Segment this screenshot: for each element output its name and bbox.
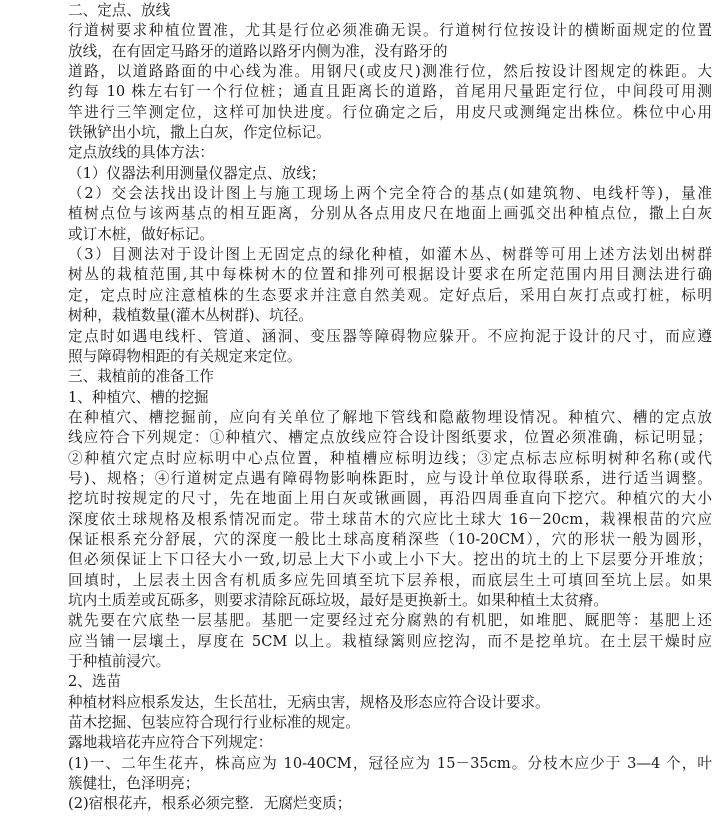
text-line: （1）仪器法利用测量仪器定点、放线； xyxy=(68,164,326,182)
text-line: 挖坑时按规定的尺寸，先在地面上用白灰或锹画圆，再沿四周垂直向下挖穴。种植穴的大小 xyxy=(68,490,712,508)
text-line: 于种植前浸穴。 xyxy=(68,653,171,670)
text-line: 苗木挖掘、包装应符合现行行业标准的规定。 xyxy=(68,714,360,732)
text-line: 定，定点时应注意植株的生态要求并注意自然美观。定好点后，采用白灰打点或打桩，标明 xyxy=(68,286,712,304)
text-line: 号)、规格；④行道树定点遇有障碍物影响株距时，应与设计单位取得联系，进行适当调整。 xyxy=(68,469,712,487)
text-line: 或订木桩，做好标记。 xyxy=(68,225,214,243)
text-line: （2）交会法找出设计图上与施工现场上两个完全符合的基点(如建筑物、电线杆等)，量准 xyxy=(68,185,712,203)
text-line: 定点时如遇电线杆、管道、涵洞、变压器等障碍物应躲开。不应拘泥于设计的尺寸，而应遵 xyxy=(68,327,712,345)
text-line: 应当铺一层壤土，厚度在 5CM 以上。栽植绿篱则应挖沟，而不是挖单坑。在土层干燥时应 xyxy=(68,632,712,650)
text-line: 铁锹铲出小坑，撒上白灰，作定位标记。 xyxy=(68,124,331,142)
text-line: 树丛的栽植范围,其中每株树木的位置和排列可根据设计要求在所定范围内用目测法进行确 xyxy=(68,266,712,284)
text-line: 簇健壮，色泽明亮； xyxy=(68,775,200,793)
text-line: 在种植穴、槽挖掘前，应向有关单位了解地下管线和隐蔽物埋设情况。种植穴、槽的定点放 xyxy=(68,408,712,426)
text-line: 保证根系充分舒展，穴的深度一般比土球高度稍深些（10-20CM），穴的形状一般为圆形， xyxy=(68,530,712,548)
text-line: 2、选苗 xyxy=(68,673,122,691)
text-line: 二、定点、放线 xyxy=(68,2,171,19)
text-line: 放线，在有固定马路牙的道路以路牙内侧为准，没有路牙的 xyxy=(68,42,448,60)
text-line: 照与障碍物相距的有关规定来定位。 xyxy=(68,347,302,365)
text-line: 约每 10 株左右钉一个行位桩；通直且距离长的道路，首尾用尺量距定行位，中间段可用测 xyxy=(68,83,712,101)
text-line: 竿进行三竿测定位，这样可加快进度。行位确定之后，用皮尺或测绳定出株位。株位中心用 xyxy=(68,103,712,121)
text-line: 道路，以道路路面的中心线为准。用钢尺(或皮尺)测准行位，然后按设计图规定的株距。大 xyxy=(68,63,712,81)
text-line: 露地栽培花卉应符合下列规定： xyxy=(68,734,273,752)
text-line: 行道树要求种植位置准，尤其是行位必须准确无误。行道树行位按设计的横断面规定的位置 xyxy=(68,22,712,40)
text-line: 定点放线的具体方法： xyxy=(68,144,214,162)
text-line: 植树点位与该两基点的相互距离，分别从各点用皮尺在地面上画弧交出种植点位，撒上白灰 xyxy=(68,205,712,223)
text-line: (1)一、二年生花卉，株高应为 10-40CM，冠径应为 15－35cm。分枝木应少于 3—4 个，叶 xyxy=(68,754,712,772)
text-line: 线应符合下列规定：①种植穴、槽定点放线应符合设计图纸要求，位置必须准确，标记明显； xyxy=(68,429,712,447)
text-line: （3）目测法对于设计图上无固定点的绿化种植，如灌木丛、树群等可用上述方法划出树群 xyxy=(68,246,712,264)
text-line: 就先要在穴底垫一层基肥。基肥一定要经过充分腐熟的有机肥，如堆肥、厩肥等：基肥上还 xyxy=(68,612,712,630)
text-line: 树种，栽植数量(灌木丛树群)、坑径。 xyxy=(68,307,313,325)
text-line: 种植材料应根系发达，生长茁壮，无病虫害，规格及形态应符合设计要求。 xyxy=(68,693,550,711)
text-line: 1、种植穴、槽的挖掘 xyxy=(68,388,209,406)
text-line: 三、栽植前的准备工作 xyxy=(68,368,214,386)
text-line: 但必须保证上下口径大小一致,切忌上大下小或上小下大。挖出的坑土的上下层要分开堆放； xyxy=(68,551,712,569)
text-line: ②种植穴定点时应标明中心点位置，种植槽应标明边线；③定点标志应标明树种名称(或代 xyxy=(68,449,712,467)
text-line: 回填时，上层表土因含有机质多应先回填至坑下层养根，而底层生土可填回至坑上层。如果 xyxy=(68,571,712,589)
text-line: (2)宿根花卉，根系必须完整．无腐烂变质； xyxy=(68,795,352,813)
text-line: 坑内土质差或瓦砾多，则要求清除瓦砾垃圾，最好是更换新土。如果种植土太贫瘠。 xyxy=(68,591,608,609)
text-line: 深度依土球规格及根系情况而定。带土球苗木的穴应比土球大 16－20cm，栽裸根苗的穴应 xyxy=(68,510,712,528)
